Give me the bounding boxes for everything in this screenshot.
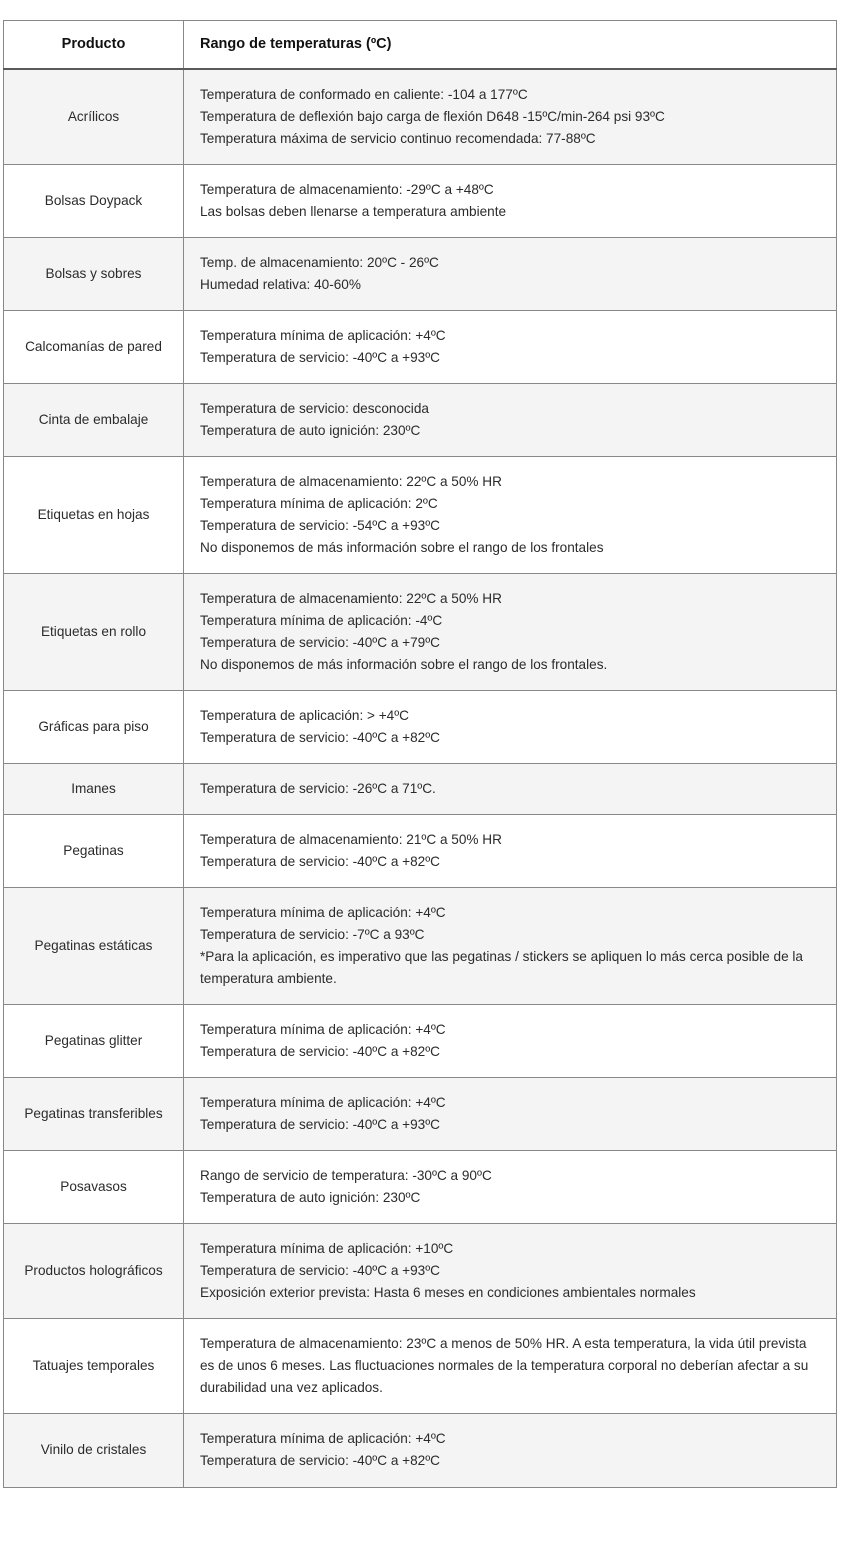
temperature-spec-line: Temperatura de servicio: -40ºC a +93ºC — [200, 349, 441, 365]
column-header-rango-temperaturas: Rango de temperaturas (ºC) — [184, 21, 837, 69]
temperature-spec-line: Temperatura mínima de aplicación: +4ºC — [200, 1022, 446, 1038]
cell-producto: Pegatinas transferibles — [4, 1078, 184, 1151]
temperature-spec-line: Temperatura mínima de aplicación: +10ºC — [200, 1241, 454, 1257]
temperature-spec-line: Humedad relativa: 40-60% — [200, 276, 361, 292]
temperature-spec-line: Temperatura mínima de aplicación: -4ºC — [200, 613, 443, 629]
temperature-spec-line: Temperatura de deflexión bajo carga de flexión D648 -15ºC/min-264 psi 93ºC — [200, 108, 665, 124]
temperature-spec-line: Temperatura de auto ignición: 230ºC — [200, 1190, 421, 1206]
cell-producto: Bolsas Doypack — [4, 164, 184, 237]
temperature-spec-line: Temperatura de servicio: desconocida — [200, 400, 429, 416]
temperature-spec-line: Temperatura máxima de servicio continuo recomendada: 77-88ºC — [200, 130, 596, 146]
table-body — [4, 69, 837, 1487]
temperature-spec-line: Temperatura de almacenamiento: 21ºC a 50% HR — [200, 832, 502, 848]
cell-rango-temperaturas — [184, 1005, 837, 1078]
cell-producto: Tatuajes temporales — [4, 1319, 184, 1414]
table-row — [4, 1005, 837, 1078]
table-header — [4, 21, 837, 69]
table-row — [4, 815, 837, 888]
table-row — [4, 1224, 837, 1319]
temperature-spec-line: Temp. de almacenamiento: 20ºC - 26ºC — [200, 254, 439, 270]
cell-producto: Productos holográficos — [4, 1224, 184, 1319]
cell-rango-temperaturas — [184, 1078, 837, 1151]
temperature-spec-line: Temperatura de servicio: -40ºC a +79ºC — [200, 635, 441, 651]
cell-rango-temperaturas — [184, 888, 837, 1005]
temperature-spec-line: Temperatura de servicio: -40ºC a +82ºC — [200, 854, 441, 870]
temperature-spec-line: Temperatura de servicio: -40ºC a +82ºC — [200, 730, 441, 746]
cell-producto: Etiquetas en rollo — [4, 574, 184, 691]
cell-rango-temperaturas — [184, 764, 837, 815]
temperature-spec-line: Temperatura de auto ignición: 230ºC — [200, 423, 421, 438]
table-row — [4, 1151, 837, 1224]
temperature-spec-line: Temperatura de almacenamiento: 23ºC a menos de 50% HR. A esta temperatura, la vida útil prevista es de unos 6 meses. Las fluctuaciones normales de la temperatura corporal no deberían afectar a su durabilidad una vez aplicados. — [200, 1336, 809, 1396]
temperature-spec-line: Temperatura de servicio: -40ºC a +93ºC — [200, 1263, 441, 1279]
temperature-spec-line: Temperatura mínima de aplicación: +4ºC — [200, 1431, 446, 1447]
temperature-spec-line: Las bolsas deben llenarse a temperatura ambiente — [200, 203, 507, 219]
table-row — [4, 457, 837, 574]
table-row — [4, 1414, 837, 1487]
table-row — [4, 1078, 837, 1151]
temperature-spec-line: Exposición exterior prevista: Hasta 6 meses en condiciones ambientales normales — [200, 1285, 696, 1301]
cell-producto: Calcomanías de pared — [4, 310, 184, 383]
table-row — [4, 310, 837, 383]
cell-rango-temperaturas — [184, 457, 837, 574]
table-header-row — [4, 21, 837, 69]
temperature-spec-line: Temperatura de servicio: -54ºC a +93ºC — [200, 518, 441, 534]
temperature-spec-line: Temperatura de almacenamiento: -29ºC a +48ºC — [200, 181, 494, 197]
table-row — [4, 1319, 837, 1414]
column-header-producto: Producto — [4, 21, 184, 69]
cell-producto: Acrílicos — [4, 69, 184, 165]
temperature-spec-line: Temperatura de almacenamiento: 22ºC a 50% HR — [200, 474, 502, 490]
cell-producto: Posavasos — [4, 1151, 184, 1224]
temperature-spec-line: Temperatura mínima de aplicación: +4ºC — [200, 327, 446, 343]
cell-rango-temperaturas — [184, 237, 837, 310]
table-row — [4, 574, 837, 691]
cell-producto: Pegatinas glitter — [4, 1005, 184, 1078]
cell-rango-temperaturas — [184, 310, 837, 383]
temperature-spec-line: Temperatura de servicio: -7ºC a 93ºC — [200, 927, 425, 943]
table-row — [4, 69, 837, 165]
cell-rango-temperaturas — [184, 69, 837, 165]
table-row — [4, 237, 837, 310]
temperature-spec-line: Temperatura de almacenamiento: 22ºC a 50% HR — [200, 591, 502, 607]
cell-rango-temperaturas — [184, 383, 837, 456]
cell-producto: Pegatinas — [4, 815, 184, 888]
cell-rango-temperaturas — [184, 691, 837, 764]
temperature-spec-line: Temperatura de servicio: -26ºC a 71ºC. — [200, 781, 436, 797]
cell-rango-temperaturas — [184, 1224, 837, 1319]
cell-rango-temperaturas — [184, 815, 837, 888]
cell-rango-temperaturas — [184, 164, 837, 237]
temperature-spec-line: Temperatura de aplicación: > +4ºC — [200, 708, 409, 724]
temperature-spec-line: Temperatura de servicio: -40ºC a +93ºC — [200, 1117, 441, 1133]
temperature-spec-line: Temperatura de servicio: -40ºC a +82ºC — [200, 1044, 441, 1060]
cell-producto: Imanes — [4, 764, 184, 815]
cell-producto: Etiquetas en hojas — [4, 457, 184, 574]
temperature-spec-line: Temperatura mínima de aplicación: +4ºC — [200, 905, 446, 921]
cell-rango-temperaturas — [184, 574, 837, 691]
table-row — [4, 164, 837, 237]
temperature-spec-line: Temperatura de conformado en caliente: -104 a 177ºC — [200, 86, 528, 102]
table-row — [4, 691, 837, 764]
temperature-spec-line: Temperatura de servicio: -40ºC a +82ºC — [200, 1453, 441, 1469]
cell-producto: Bolsas y sobres — [4, 237, 184, 310]
temperature-spec-line: Temperatura mínima de aplicación: 2ºC — [200, 496, 438, 512]
cell-rango-temperaturas — [184, 1319, 837, 1414]
temperature-spec-line: No disponemos de más información sobre el rango de los frontales. — [200, 657, 608, 673]
cell-producto: Vinilo de cristales — [4, 1414, 184, 1487]
table-row — [4, 888, 837, 1005]
cell-rango-temperaturas — [184, 1414, 837, 1487]
table-row — [4, 764, 837, 815]
cell-rango-temperaturas — [184, 1151, 837, 1224]
temperature-spec-line: No disponemos de más información sobre el rango de los frontales — [200, 540, 604, 556]
table-row — [4, 383, 837, 456]
product-temperature-table — [3, 20, 837, 1488]
temperature-spec-line: Rango de servicio de temperatura: -30ºC a 90ºC — [200, 1168, 492, 1184]
cell-producto: Cinta de embalaje — [4, 383, 184, 456]
temperature-spec-line: *Para la aplicación, es imperativo que las pegatinas / stickers se apliquen lo más cerca posible de la temperatura ambiente. — [200, 949, 803, 987]
temperature-spec-line: Temperatura mínima de aplicación: +4ºC — [200, 1095, 446, 1111]
cell-producto: Pegatinas estáticas — [4, 888, 184, 1005]
cell-producto: Gráficas para piso — [4, 691, 184, 764]
